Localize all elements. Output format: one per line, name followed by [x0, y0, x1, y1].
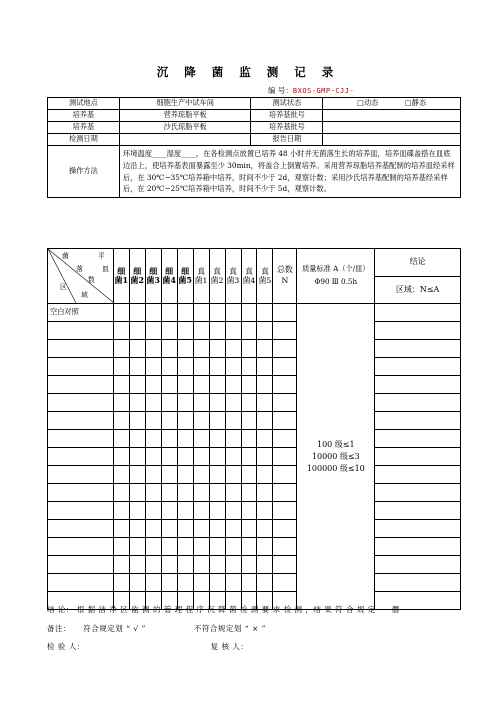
report-date-label: 报告日期: [251, 134, 323, 146]
count-cell[interactable]: [193, 304, 209, 322]
test-state-options: [323, 98, 461, 110]
count-cell[interactable]: [161, 340, 177, 358]
count-cell[interactable]: [177, 520, 193, 538]
table-row: [48, 340, 461, 358]
count-cell[interactable]: [225, 412, 241, 430]
conclusion-header: 结论: [375, 249, 461, 277]
count-cell[interactable]: [225, 520, 241, 538]
count-cell[interactable]: [161, 394, 177, 412]
conclusion-cell[interactable]: [375, 502, 461, 520]
count-cell[interactable]: [129, 358, 145, 376]
batch2-label: 培养基批号: [251, 122, 323, 134]
table-row: [48, 448, 461, 466]
medium2-value: 沙氏琼脂平板: [119, 122, 251, 134]
count-cell[interactable]: [129, 304, 145, 322]
count-cell[interactable]: [257, 376, 273, 394]
count-cell[interactable]: [129, 430, 145, 448]
static-checkbox[interactable]: □静态: [404, 98, 427, 108]
count-cell[interactable]: [273, 394, 297, 412]
count-cell[interactable]: [161, 358, 177, 376]
count-cell[interactable]: [177, 412, 193, 430]
test-state-label: 测试状态: [251, 98, 323, 110]
count-cell[interactable]: [241, 412, 257, 430]
conclusion-cell[interactable]: [375, 574, 461, 592]
count-cell[interactable]: [273, 322, 297, 340]
count-cell[interactable]: [193, 574, 209, 592]
count-cell[interactable]: [161, 304, 177, 322]
area-cell[interactable]: [48, 556, 114, 574]
count-cell[interactable]: [193, 358, 209, 376]
count-cell[interactable]: [129, 376, 145, 394]
count-cell[interactable]: [177, 556, 193, 574]
count-cell[interactable]: [257, 448, 273, 466]
test-date-label: 检测日期: [48, 134, 120, 146]
count-cell[interactable]: [241, 520, 257, 538]
method-label: 操作方法: [48, 146, 120, 198]
count-cell[interactable]: [177, 484, 193, 502]
count-cell[interactable]: [257, 502, 273, 520]
quality-sub: Φ90 Ⅲ 0.5h: [314, 277, 358, 286]
count-cell[interactable]: [241, 430, 257, 448]
count-cell[interactable]: [193, 340, 209, 358]
count-cell[interactable]: [145, 376, 161, 394]
count-cell[interactable]: [257, 520, 273, 538]
count-cell[interactable]: [145, 448, 161, 466]
area-cell[interactable]: [48, 538, 114, 556]
count-cell[interactable]: [161, 466, 177, 484]
count-cell[interactable]: [225, 538, 241, 556]
bact-col-4: 细菌4: [161, 249, 177, 304]
batch1-field[interactable]: [323, 110, 461, 122]
count-cell[interactable]: [225, 376, 241, 394]
table-row: [48, 394, 461, 412]
record-code: [268, 85, 354, 96]
corner-b: 平: [98, 252, 105, 260]
count-cell[interactable]: [273, 304, 297, 322]
count-cell[interactable]: [273, 502, 297, 520]
area-formula: 区域：N≤A: [375, 276, 461, 304]
count-cell[interactable]: [145, 430, 161, 448]
dynamic-checkbox[interactable]: □动态: [357, 98, 379, 108]
conclusion-cell[interactable]: [375, 448, 461, 466]
count-cell[interactable]: [273, 412, 297, 430]
count-cell[interactable]: [161, 448, 177, 466]
count-cell[interactable]: [257, 484, 273, 502]
area-cell[interactable]: [48, 448, 114, 466]
fungi-col-1: 真菌1: [193, 249, 209, 304]
count-cell[interactable]: [129, 538, 145, 556]
count-cell[interactable]: [145, 412, 161, 430]
count-cell[interactable]: [145, 502, 161, 520]
footer-remark: 备注： 符合规定划 “ √ ” 不符合规定划 “ × ”: [47, 624, 266, 633]
report-date-field[interactable]: [323, 134, 461, 146]
count-cell[interactable]: [257, 556, 273, 574]
count-cell[interactable]: [193, 322, 209, 340]
count-cell[interactable]: [113, 448, 129, 466]
area-cell[interactable]: [48, 358, 114, 376]
bact-col-5: 细菌5: [177, 249, 193, 304]
table-row: [48, 556, 461, 574]
count-cell[interactable]: [209, 340, 225, 358]
count-cell[interactable]: [241, 574, 257, 592]
count-cell[interactable]: [177, 322, 193, 340]
count-cell[interactable]: [177, 358, 193, 376]
count-cell[interactable]: [177, 376, 193, 394]
count-cell[interactable]: [161, 322, 177, 340]
footer-signatures: [47, 641, 248, 652]
area-cell[interactable]: [48, 412, 114, 430]
code-label: 编 号：: [268, 86, 293, 95]
count-cell[interactable]: [129, 322, 145, 340]
grade-line: 10000 级≤3: [311, 451, 360, 461]
table-row: [48, 484, 461, 502]
count-cell[interactable]: [193, 376, 209, 394]
count-cell[interactable]: [177, 340, 193, 358]
conclusion-cell[interactable]: [375, 430, 461, 448]
count-cell[interactable]: [161, 538, 177, 556]
count-cell[interactable]: [161, 556, 177, 574]
count-cell[interactable]: [129, 448, 145, 466]
area-cell[interactable]: 空白对照: [48, 304, 114, 322]
count-cell[interactable]: [273, 466, 297, 484]
count-cell[interactable]: [145, 394, 161, 412]
conclusion-cell[interactable]: [375, 304, 461, 322]
count-cell[interactable]: [225, 394, 241, 412]
count-cell[interactable]: [209, 466, 225, 484]
count-cell[interactable]: [113, 520, 129, 538]
count-cell[interactable]: [225, 574, 241, 592]
count-cell[interactable]: [257, 304, 273, 322]
conclusion-cell[interactable]: [375, 466, 461, 484]
count-cell[interactable]: [161, 520, 177, 538]
medium1-value: 营养琼脂平板: [119, 110, 251, 122]
count-cell[interactable]: [161, 502, 177, 520]
count-cell[interactable]: [241, 448, 257, 466]
count-cell[interactable]: [193, 448, 209, 466]
count-cell[interactable]: [273, 574, 297, 592]
count-cell[interactable]: [225, 556, 241, 574]
code-value: BXOS-GMP-CJJ-: [292, 87, 355, 95]
quality-header: [297, 249, 375, 304]
count-cell[interactable]: [225, 340, 241, 358]
count-cell[interactable]: [193, 430, 209, 448]
count-cell[interactable]: [161, 430, 177, 448]
conclusion-cell[interactable]: [375, 376, 461, 394]
count-cell[interactable]: [225, 322, 241, 340]
info-table: [47, 97, 461, 198]
conclusion-cell[interactable]: [375, 358, 461, 376]
fungi-col-5: 真菌5: [257, 249, 273, 304]
count-cell[interactable]: [161, 412, 177, 430]
count-cell[interactable]: [241, 484, 257, 502]
conclusion-cell[interactable]: [375, 520, 461, 538]
count-cell[interactable]: [225, 466, 241, 484]
count-cell[interactable]: [225, 502, 241, 520]
table-row: [48, 358, 461, 376]
count-cell[interactable]: [145, 538, 161, 556]
count-cell[interactable]: [209, 502, 225, 520]
count-cell[interactable]: [209, 538, 225, 556]
count-cell[interactable]: [193, 466, 209, 484]
count-cell[interactable]: [129, 412, 145, 430]
quality-label: 质量标准 A（个/皿）: [302, 264, 370, 274]
test-site-label: 测试地点: [48, 98, 120, 110]
corner-cell: [48, 249, 114, 304]
count-cell[interactable]: [113, 538, 129, 556]
corner-f: 区: [60, 283, 67, 291]
grade-standards: [297, 304, 375, 610]
inspector-label: 检 验 人：: [47, 642, 85, 651]
count-cell[interactable]: [193, 412, 209, 430]
count-cell[interactable]: [193, 502, 209, 520]
count-cell[interactable]: [209, 412, 225, 430]
conclusion-cell[interactable]: [375, 322, 461, 340]
table-row: [48, 466, 461, 484]
count-cell[interactable]: [257, 340, 273, 358]
count-cell[interactable]: [113, 430, 129, 448]
count-cell[interactable]: [225, 358, 241, 376]
count-cell[interactable]: [145, 340, 161, 358]
fungi-col-2: 真菌2: [209, 249, 225, 304]
test-date-field[interactable]: [119, 134, 251, 146]
table-row: [48, 412, 461, 430]
table-row: [48, 322, 461, 340]
count-cell[interactable]: [177, 466, 193, 484]
conclusion-cell[interactable]: [375, 484, 461, 502]
table-row: [48, 430, 461, 448]
count-cell[interactable]: [209, 448, 225, 466]
count-cell[interactable]: [273, 538, 297, 556]
count-cell[interactable]: [241, 322, 257, 340]
area-cell[interactable]: [48, 430, 114, 448]
count-cell[interactable]: [209, 322, 225, 340]
count-cell[interactable]: [209, 520, 225, 538]
count-cell[interactable]: [177, 574, 193, 592]
count-cell[interactable]: [193, 538, 209, 556]
count-cell[interactable]: [193, 556, 209, 574]
table-row: [48, 502, 461, 520]
grade-line: 100 级≤1: [316, 439, 355, 449]
count-cell[interactable]: [129, 520, 145, 538]
count-cell[interactable]: [145, 574, 161, 592]
batch1-label: 培养基批号: [251, 110, 323, 122]
medium2-label: 培养基: [48, 122, 120, 134]
area-cell[interactable]: [48, 484, 114, 502]
count-cell[interactable]: [177, 448, 193, 466]
count-cell[interactable]: [209, 556, 225, 574]
count-cell[interactable]: [113, 394, 129, 412]
count-cell[interactable]: [161, 484, 177, 502]
bact-col-3: 细菌3: [145, 249, 161, 304]
count-cell[interactable]: [177, 538, 193, 556]
count-cell[interactable]: [113, 322, 129, 340]
count-cell[interactable]: [273, 358, 297, 376]
count-cell[interactable]: [209, 574, 225, 592]
grade-line: 100000 级≤10: [306, 463, 365, 473]
count-cell[interactable]: [257, 430, 273, 448]
count-cell[interactable]: [177, 304, 193, 322]
count-cell[interactable]: [241, 358, 257, 376]
count-cell[interactable]: [193, 520, 209, 538]
conclusion-cell[interactable]: [375, 556, 461, 574]
area-cell[interactable]: [48, 340, 114, 358]
area-cell[interactable]: [48, 322, 114, 340]
count-cell[interactable]: [145, 304, 161, 322]
table-row: [48, 304, 461, 322]
count-cell[interactable]: [209, 394, 225, 412]
total-header: [273, 249, 297, 304]
count-cell[interactable]: [225, 304, 241, 322]
count-cell[interactable]: [113, 574, 129, 592]
count-cell[interactable]: [145, 466, 161, 484]
count-cell[interactable]: [129, 556, 145, 574]
conclusion-cell[interactable]: [375, 394, 461, 412]
count-cell[interactable]: [241, 340, 257, 358]
count-cell[interactable]: [129, 394, 145, 412]
table-row: [48, 538, 461, 556]
count-cell[interactable]: [113, 502, 129, 520]
count-cell[interactable]: [273, 340, 297, 358]
count-cell[interactable]: [113, 358, 129, 376]
count-cell[interactable]: [193, 394, 209, 412]
count-cell[interactable]: [129, 340, 145, 358]
count-cell[interactable]: [209, 304, 225, 322]
count-cell[interactable]: [209, 376, 225, 394]
count-cell[interactable]: [209, 430, 225, 448]
count-cell[interactable]: [241, 538, 257, 556]
count-cell[interactable]: [225, 448, 241, 466]
count-cell[interactable]: [273, 520, 297, 538]
area-cell[interactable]: [48, 520, 114, 538]
bact-col-1: 细菌1: [113, 249, 129, 304]
area-cell[interactable]: [48, 376, 114, 394]
corner-g: 域: [81, 291, 88, 299]
count-cell[interactable]: [241, 304, 257, 322]
table-row: [48, 520, 461, 538]
count-cell[interactable]: [129, 484, 145, 502]
area-cell[interactable]: [48, 574, 114, 592]
count-cell[interactable]: [113, 466, 129, 484]
count-cell[interactable]: [241, 394, 257, 412]
count-cell[interactable]: [177, 430, 193, 448]
bact-col-2: 细菌2: [129, 249, 145, 304]
count-cell[interactable]: [145, 556, 161, 574]
count-cell[interactable]: [129, 502, 145, 520]
table-row: [48, 376, 461, 394]
count-cell[interactable]: [193, 484, 209, 502]
conclusion-cell[interactable]: [375, 340, 461, 358]
conclusion-cell[interactable]: [375, 412, 461, 430]
count-cell[interactable]: [113, 340, 129, 358]
count-cell[interactable]: [161, 574, 177, 592]
count-cell[interactable]: [145, 484, 161, 502]
count-cell[interactable]: [129, 574, 145, 592]
count-cell[interactable]: [273, 448, 297, 466]
count-cell[interactable]: [113, 412, 129, 430]
count-cell[interactable]: [241, 502, 257, 520]
count-cell[interactable]: [257, 358, 273, 376]
count-cell[interactable]: [257, 574, 273, 592]
count-cell[interactable]: [209, 358, 225, 376]
method-text: 环境温度____湿度____，在各检测点放置已培养 48 小时并无菌落生长的培养皿，培养皿碟盖搭在皿底边沿上，使培养基表面暴露至少 30min，将盖合上倒置培养。采用营养琼脂培养基配制的培养皿经采样后，在 30℃−35℃培养箱中培养，时间不少于 2d，观察计数；采用沙氏培养基配制的培养基经采样后，在 20℃−25℃培养箱中培养，时间不少于 5d，观察计数。: [119, 146, 460, 198]
count-cell[interactable]: [257, 322, 273, 340]
area-cell[interactable]: [48, 394, 114, 412]
count-cell[interactable]: [145, 358, 161, 376]
area-cell[interactable]: [48, 502, 114, 520]
count-cell[interactable]: [273, 484, 297, 502]
count-cell[interactable]: [113, 376, 129, 394]
count-cell[interactable]: [225, 484, 241, 502]
count-cell[interactable]: [113, 304, 129, 322]
count-cell[interactable]: [257, 466, 273, 484]
corner-e: 数: [88, 276, 95, 284]
fungi-col-3: 真菌3: [225, 249, 241, 304]
count-cell[interactable]: [177, 394, 193, 412]
test-site-value: 细胞生产中试车间: [119, 98, 251, 110]
page-title: 沉 降 菌 监 测 记 录: [156, 65, 340, 79]
count-cell[interactable]: [145, 520, 161, 538]
footer-conclusion: 结 论： 根 据 洁 净 区 监 测 的 管 理 程 序 沉 降 菌 检 测 要 求 检 测 ，结 果 符 合 规 定 僭: [47, 605, 400, 614]
table-row: [48, 574, 461, 592]
count-cell[interactable]: [273, 556, 297, 574]
reviewer-label: 复 核 人：: [210, 642, 249, 651]
corner-c: 落: [76, 265, 83, 273]
count-cell[interactable]: [257, 412, 273, 430]
count-cell[interactable]: [177, 502, 193, 520]
corner-d: 皿: [102, 265, 109, 273]
count-cell[interactable]: [273, 430, 297, 448]
total-label: 总数: [277, 265, 293, 275]
count-cell[interactable]: [241, 556, 257, 574]
medium1-label: 培养基: [48, 110, 120, 122]
total-unit: N: [281, 276, 289, 285]
count-cell[interactable]: [113, 556, 129, 574]
count-cell[interactable]: [145, 322, 161, 340]
count-cell[interactable]: [273, 376, 297, 394]
count-cell[interactable]: [257, 538, 273, 556]
count-cell[interactable]: [241, 376, 257, 394]
batch2-field[interactable]: [323, 122, 461, 134]
corner-a: 菌: [62, 252, 69, 260]
count-cell[interactable]: [129, 466, 145, 484]
count-cell[interactable]: [257, 394, 273, 412]
area-cell[interactable]: [48, 466, 114, 484]
count-table: [47, 248, 461, 610]
fungi-col-4: 真菌4: [241, 249, 257, 304]
conclusion-cell[interactable]: [375, 538, 461, 556]
count-cell[interactable]: [241, 466, 257, 484]
count-cell[interactable]: [209, 484, 225, 502]
count-cell[interactable]: [113, 484, 129, 502]
count-cell[interactable]: [225, 430, 241, 448]
count-cell[interactable]: [161, 376, 177, 394]
